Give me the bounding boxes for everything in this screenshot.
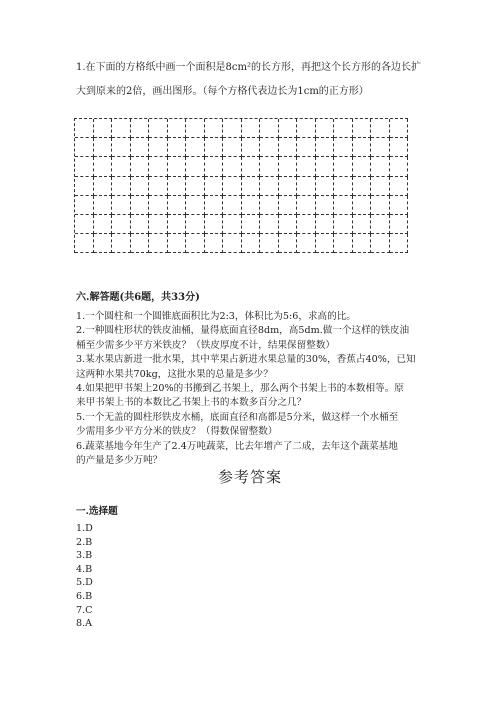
grid-cell [260, 138, 279, 157]
grid-cell [334, 157, 353, 176]
answer-section-1-title: 一.选择题 [76, 506, 118, 517]
grid-cell [371, 215, 390, 234]
grid-cell [353, 215, 372, 234]
grid-cell [279, 119, 298, 138]
grid-cell [112, 234, 131, 253]
grid-cell [260, 177, 279, 196]
grid-cell [75, 196, 94, 215]
grid-cell [260, 196, 279, 215]
grid-cell [112, 157, 131, 176]
grid-cell [223, 157, 242, 176]
grid-cell [112, 177, 131, 196]
grid-cell [149, 234, 168, 253]
grid-cell [94, 138, 113, 157]
grid-cell [334, 138, 353, 157]
grid-cell [242, 215, 261, 234]
grid-cell [94, 196, 113, 215]
grid-cell [223, 138, 242, 157]
grid-cell [334, 177, 353, 196]
grid-cell [260, 157, 279, 176]
grid-cell [112, 196, 131, 215]
grid-cell [205, 119, 224, 138]
grid-cell [279, 177, 298, 196]
grid-cell [316, 196, 335, 215]
grid-cell [112, 138, 131, 157]
grid-cell [223, 177, 242, 196]
grid-cell [168, 215, 187, 234]
grid-cell [279, 215, 298, 234]
grid-cell [297, 119, 316, 138]
grid-cell [149, 177, 168, 196]
grid-cell [131, 119, 150, 138]
grid-cell [168, 157, 187, 176]
grid-cell [131, 234, 150, 253]
problem-line: 2.一种圆柱形状的铁皮油桶，量得底面直径8dm，高5dm.做一个这样的铁皮油 [76, 325, 410, 337]
grid-cell [242, 177, 261, 196]
grid-cell [186, 234, 205, 253]
grid-cell [131, 177, 150, 196]
grid-cell [371, 177, 390, 196]
answer-item: 4.B [76, 563, 93, 575]
grid-cell [390, 138, 409, 157]
grid-cell [75, 215, 94, 234]
grid-cell [168, 177, 187, 196]
problem-line: 这两种水果共70kg，这批水果的总量是多少？ [76, 368, 273, 380]
grid-cell [131, 196, 150, 215]
grid-cell [168, 234, 187, 253]
grid-cell [205, 196, 224, 215]
grid-cell [223, 234, 242, 253]
grid-cell [205, 215, 224, 234]
grid-cell [186, 177, 205, 196]
answer-item: 1.D [76, 523, 93, 534]
grid-cell [316, 234, 335, 253]
answer-item: 8.A [76, 618, 93, 630]
problem-line: 的产量是多少万吨？ [76, 455, 163, 467]
grid-cell [297, 215, 316, 234]
grid-cell [186, 119, 205, 138]
grid-cell [149, 215, 168, 234]
grid-cell [94, 177, 113, 196]
problem-line: 少需用多少平方分米的铁皮？（得数保留整数） [76, 426, 278, 438]
problem-line: 5.一个无盖的圆柱形铁皮水桶，底面直径和高都是5分米，做这样一个水桶至 [76, 411, 399, 423]
problem-line: 6.蔬菜基地今年生产了2.4万吨蔬菜，比去年增产了二成，去年这个蔬菜基地 [76, 440, 398, 452]
grid-cell [334, 215, 353, 234]
grid-cells [74, 118, 408, 253]
grid-cell [168, 119, 187, 138]
answer-item: 5.D [76, 577, 93, 589]
grid-cell [131, 157, 150, 176]
grid-cell [260, 234, 279, 253]
grid-cell [279, 157, 298, 176]
grid-cell [353, 177, 372, 196]
grid-cell [260, 215, 279, 234]
grid-cell [205, 138, 224, 157]
grid-cell [353, 119, 372, 138]
answer-item: 7.C [76, 604, 93, 616]
grid-cell [279, 234, 298, 253]
grid-cell [75, 157, 94, 176]
grid-cell [75, 177, 94, 196]
grid-cell [75, 138, 94, 157]
grid-cell [353, 138, 372, 157]
grid-cell [75, 119, 94, 138]
grid-cell [242, 196, 261, 215]
grid-cell [371, 234, 390, 253]
grid-cell [112, 215, 131, 234]
grid-cell [260, 119, 279, 138]
grid-cell [297, 138, 316, 157]
grid-cell [186, 196, 205, 215]
grid-cell [223, 215, 242, 234]
grid-cell [149, 119, 168, 138]
problem-line: 3.某水果店新进一批水果，其中苹果占新进水果总量的30%，香蕉占40%，已知 [76, 354, 416, 366]
grid-cell [371, 138, 390, 157]
grid-cell [186, 215, 205, 234]
grid-cell [334, 196, 353, 215]
grid-cell [205, 177, 224, 196]
grid-cell [223, 119, 242, 138]
grid-cell [390, 215, 409, 234]
grid-cell [205, 234, 224, 253]
grid-paper [74, 118, 408, 253]
grid-cell [316, 157, 335, 176]
grid-cell [390, 157, 409, 176]
grid-cell [316, 138, 335, 157]
grid-cell [168, 138, 187, 157]
grid-cell [371, 157, 390, 176]
grid-cell [242, 234, 261, 253]
grid-cell [75, 234, 94, 253]
grid-cell [112, 119, 131, 138]
grid-cell [316, 215, 335, 234]
problem-line: 来甲书架上书的本数比乙书架上书的本数多百分之几？ [76, 397, 307, 409]
grid-cell [149, 157, 168, 176]
answer-item: 2.B [76, 536, 93, 548]
answer-item: 3.B [76, 550, 93, 562]
question-1 [76, 56, 428, 104]
problem-line: 1.一个圆柱和一个圆锥底面积比为2:3，体积比为5:6，求高的比。 [76, 311, 356, 322]
grid-cell [390, 196, 409, 215]
grid-cell [94, 119, 113, 138]
grid-cell [279, 138, 298, 157]
grid-cell [353, 196, 372, 215]
grid-cell [316, 177, 335, 196]
grid-cell [242, 138, 261, 157]
grid-cell [297, 196, 316, 215]
grid-cell [168, 196, 187, 215]
answer-item: 6.B [76, 590, 93, 602]
grid-cell [390, 234, 409, 253]
grid-cell [242, 157, 261, 176]
answer-list [76, 522, 93, 631]
grid-cell [205, 157, 224, 176]
problem-line: 桶至少需多少平方米铁皮？（铁皮厚度不计，结果保留整数） [76, 339, 336, 351]
grid-cell [334, 119, 353, 138]
grid-cell [186, 157, 205, 176]
grid-cell [94, 234, 113, 253]
grid-cell [186, 138, 205, 157]
grid-cell [94, 157, 113, 176]
grid-cell [297, 157, 316, 176]
question-1-line-2: 大到原来的2倍，画出图形。（每个方格代表边长为1cm的正方形） [76, 86, 369, 97]
grid-cell [242, 119, 261, 138]
grid-cell [390, 119, 409, 138]
grid-cell [371, 196, 390, 215]
grid-cell [149, 138, 168, 157]
question-1-line-1: 1.在下面的方格纸中画一个面积是8cm²的长方形，再把这个长方形的各边长扩 [76, 62, 421, 73]
problem-line: 4.如果把甲书架上20%的书搬到乙书架上，那么两个书架上书的本数相等。原 [76, 383, 404, 395]
grid-cell [279, 196, 298, 215]
grid-cell [131, 215, 150, 234]
grid-cell [223, 196, 242, 215]
section-6-problems [76, 310, 430, 468]
grid-cell [353, 157, 372, 176]
grid-cell [353, 234, 372, 253]
grid-cell [149, 196, 168, 215]
grid-cell [334, 234, 353, 253]
grid-cell [94, 215, 113, 234]
answer-key-title: 参考答案 [217, 468, 282, 486]
grid-cell [371, 119, 390, 138]
grid-cell [297, 177, 316, 196]
grid-cell [131, 138, 150, 157]
grid-cell [316, 119, 335, 138]
grid-cell [297, 234, 316, 253]
section-6-title: 六.解答题(共6题，共33分) [76, 292, 200, 303]
grid-cell [390, 177, 409, 196]
